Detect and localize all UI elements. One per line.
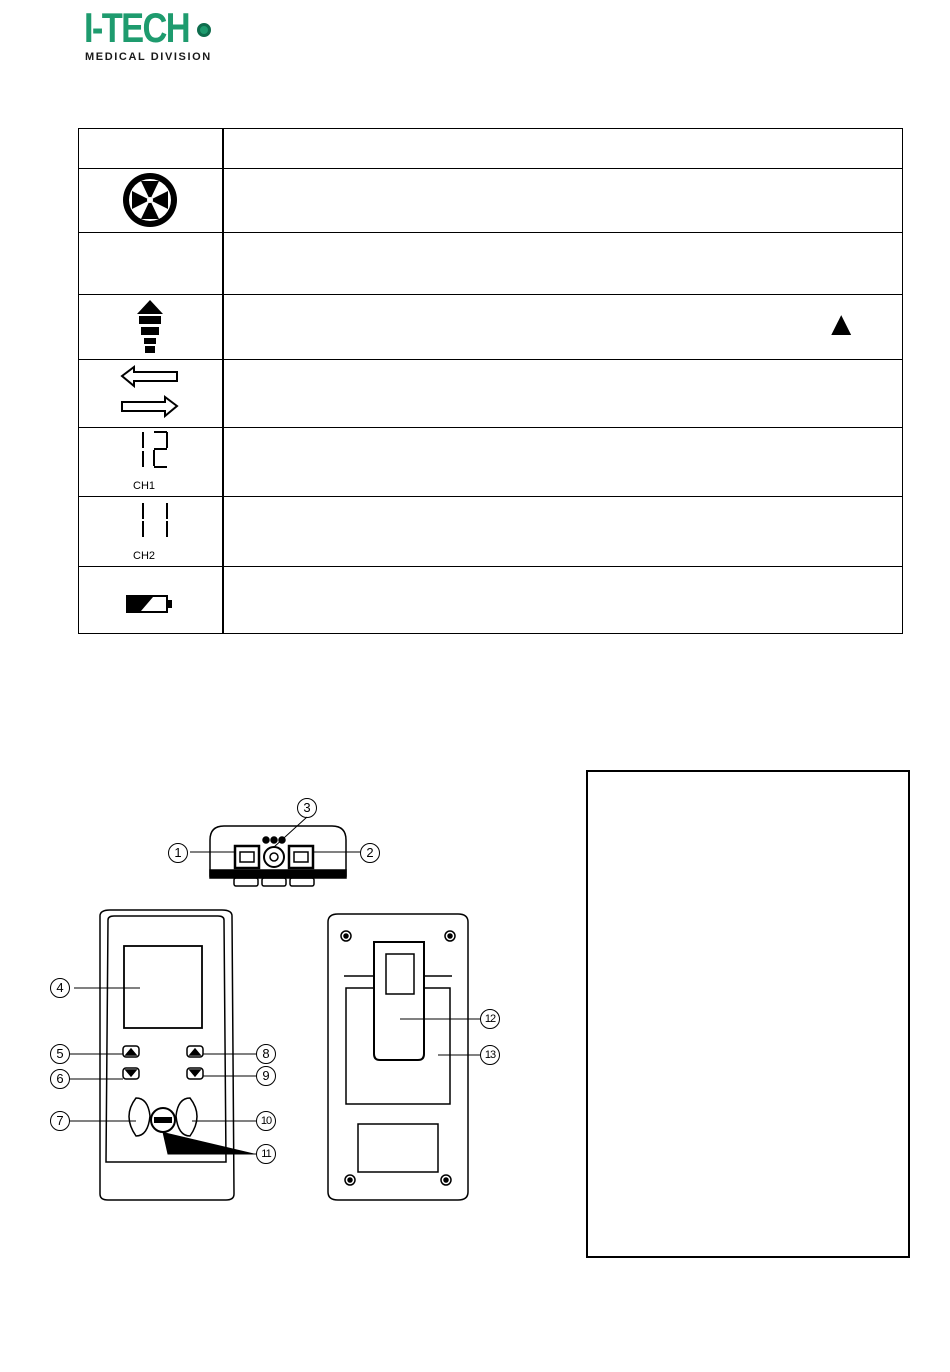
table-symbol-cell — [79, 497, 222, 566]
table-header-description-cell — [224, 129, 902, 168]
itech-logo — [84, 6, 224, 64]
legend-box — [586, 770, 910, 1258]
logo-division-text: MEDICAL DIVISION — [85, 51, 212, 63]
table-row — [79, 567, 902, 633]
callout-11: 11 — [256, 1144, 276, 1164]
battery-icon — [79, 567, 222, 631]
device-diagram — [40, 790, 520, 1210]
alternating-arrows-icon — [79, 360, 222, 426]
seven-segment-display-icon — [79, 497, 222, 547]
callout-13: 13 — [480, 1045, 500, 1065]
callout-4: 4 — [50, 978, 70, 998]
table-description-cell — [224, 169, 902, 232]
wheel-icon — [79, 169, 222, 231]
channel-label: CH2 — [133, 550, 156, 562]
callout-2: 2 — [360, 843, 380, 863]
symbols-table — [78, 128, 903, 634]
table-symbol-cell — [79, 169, 222, 232]
channel-label: CH1 — [133, 480, 156, 492]
table-symbol-cell — [79, 233, 222, 294]
table-description-cell — [224, 360, 902, 427]
table-symbol-cell — [79, 567, 222, 633]
callout-6: 6 — [50, 1069, 70, 1089]
table-header-row — [79, 129, 902, 169]
table-description-cell — [224, 233, 902, 294]
triangle-up-icon: ▲ — [824, 305, 858, 343]
table-row — [79, 360, 902, 428]
device-back-view — [328, 914, 468, 1200]
logo-brand-text: I-TECH — [84, 4, 189, 51]
table-symbol-cell — [79, 428, 222, 496]
callout-10: 10 — [256, 1111, 276, 1131]
table-row — [79, 169, 902, 233]
logo-dot-icon — [197, 23, 211, 37]
callout-3: 3 — [297, 798, 317, 818]
callout-1: 1 — [168, 843, 188, 863]
table-row — [79, 428, 902, 497]
callout-12: 12 — [480, 1009, 500, 1029]
table-description-cell — [224, 428, 902, 496]
table-header-symbol-cell — [79, 129, 222, 168]
table-description-cell — [224, 567, 902, 633]
seven-segment-display-icon — [79, 428, 222, 478]
table-row — [79, 497, 902, 567]
table-row — [79, 295, 902, 360]
callout-7: 7 — [50, 1111, 70, 1131]
device-top-view — [210, 826, 346, 886]
table-description-cell — [224, 295, 902, 359]
device-front-view — [100, 910, 234, 1200]
callout-5: 5 — [50, 1044, 70, 1064]
table-symbol-cell — [79, 360, 222, 427]
table-row — [79, 233, 902, 295]
table-description-cell — [224, 497, 902, 566]
table-symbol-cell — [79, 295, 222, 359]
callout-8: 8 — [256, 1044, 276, 1064]
intensity-up-icon — [79, 295, 222, 358]
callout-9: 9 — [256, 1066, 276, 1086]
